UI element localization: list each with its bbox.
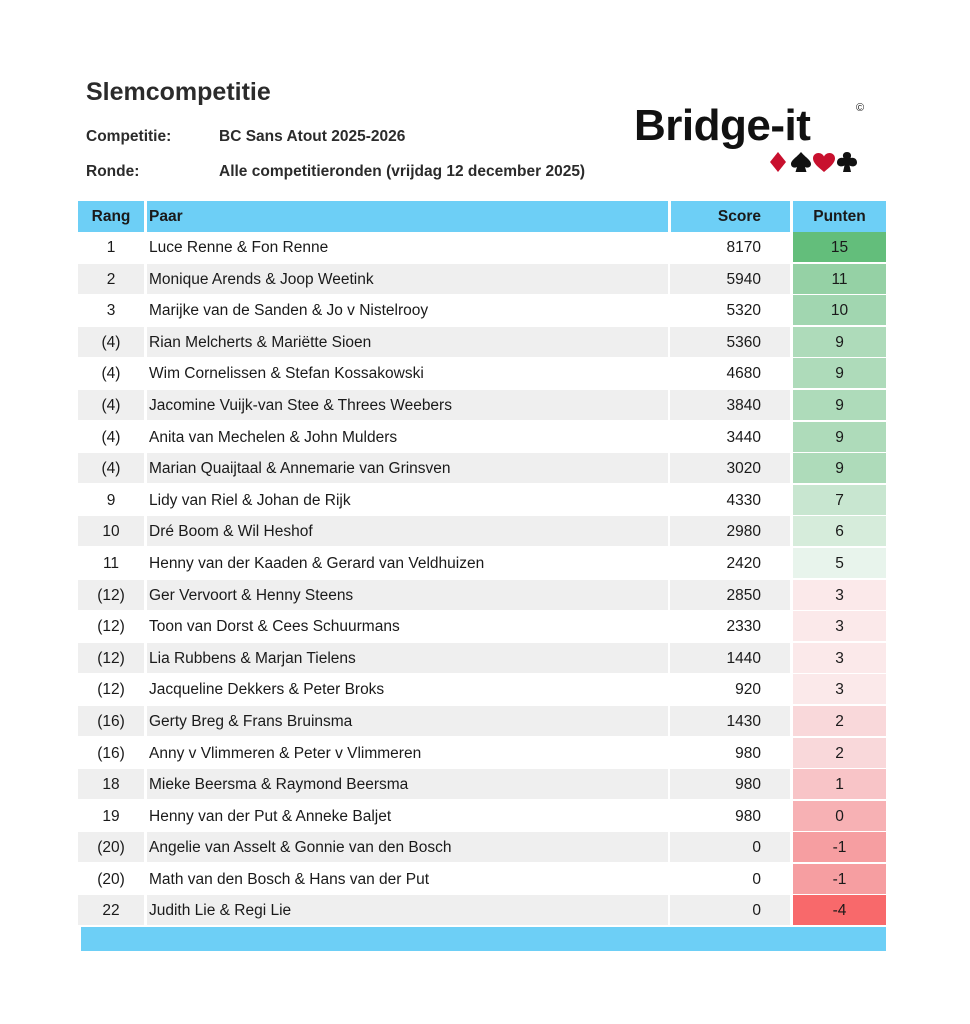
rank-cell: 3	[106, 302, 116, 320]
pair-cell: Lia Rubbens & Marjan Tielens	[149, 649, 356, 667]
table-body	[78, 232, 886, 927]
pair-cell: Wim Cornelissen & Stefan Kossakowski	[149, 365, 424, 383]
rank-cell: (20)	[97, 839, 125, 857]
score-cell: 3840	[726, 396, 761, 414]
column-points: Punten	[813, 208, 866, 225]
table-header	[78, 201, 886, 232]
points-cell: 9	[835, 396, 844, 414]
table-row	[78, 264, 886, 296]
rank-cell: 18	[102, 776, 120, 794]
table-row	[78, 895, 886, 927]
score-cell: 0	[752, 902, 761, 920]
table-row	[78, 643, 886, 675]
table-row	[78, 516, 886, 548]
club-icon	[837, 152, 857, 172]
bridge-it-logo	[634, 100, 866, 178]
card-suits-icon	[768, 150, 860, 174]
points-cell: 2	[835, 712, 844, 730]
points-cell: 9	[835, 365, 844, 383]
score-cell: 3440	[726, 428, 761, 446]
pair-cell: Judith Lie & Regi Lie	[149, 902, 292, 920]
score-cell: 2980	[726, 523, 761, 541]
table-row	[78, 611, 886, 643]
column-score: Score	[717, 208, 761, 225]
rank-cell: 22	[102, 902, 120, 920]
score-cell: 980	[735, 807, 761, 825]
table-row	[78, 738, 886, 770]
table-row	[78, 801, 886, 833]
points-cell: 1	[835, 776, 844, 794]
points-cell: 3	[835, 681, 844, 699]
rank-cell: (12)	[97, 586, 125, 604]
page-title: Slemcompetitie	[86, 78, 271, 106]
points-cell: 5	[835, 554, 844, 572]
pair-cell: Dré Boom & Wil Heshof	[149, 523, 313, 541]
points-cell: 9	[835, 460, 844, 478]
rank-cell: (16)	[97, 744, 125, 762]
table-row	[78, 864, 886, 896]
pair-cell: Jacqueline Dekkers & Peter Broks	[149, 681, 385, 699]
table-row	[78, 422, 886, 454]
points-cell: 9	[835, 333, 844, 351]
pair-cell: Mieke Beersma & Raymond Beersma	[149, 776, 409, 794]
rank-cell: 10	[102, 523, 120, 541]
pair-cell: Toon van Dorst & Cees Schuurmans	[149, 618, 400, 636]
points-cell: 7	[835, 491, 844, 509]
competitie-label: Competitie:	[86, 128, 172, 145]
score-cell: 3020	[726, 460, 761, 478]
score-cell: 1430	[726, 712, 761, 730]
table-row	[78, 769, 886, 801]
rank-cell: (4)	[101, 428, 121, 446]
points-cell: -4	[832, 902, 847, 920]
rank-cell: (12)	[97, 618, 125, 636]
rank-cell: (4)	[101, 333, 121, 351]
points-cell: -1	[832, 870, 847, 888]
score-cell: 4680	[726, 365, 761, 383]
rank-cell: (4)	[101, 396, 121, 414]
pair-cell: Math van den Bosch & Hans van der Put	[149, 870, 430, 888]
pair-cell: Monique Arends & Joop Weetink	[149, 270, 374, 288]
pair-cell: Lidy van Riel & Johan de Rijk	[149, 491, 351, 509]
table-row	[78, 548, 886, 580]
diamond-icon	[770, 152, 786, 172]
points-cell: 3	[835, 618, 844, 636]
rank-cell: 2	[106, 270, 116, 288]
score-cell: 5320	[726, 302, 761, 320]
points-cell: -1	[832, 839, 847, 857]
pair-cell: Gerty Breg & Frans Bruinsma	[149, 712, 353, 730]
table-row	[78, 232, 886, 264]
table-row	[78, 327, 886, 359]
score-cell: 980	[735, 744, 761, 762]
points-cell: 15	[830, 239, 849, 256]
table-row	[78, 832, 886, 864]
table-row	[78, 295, 886, 327]
table-footer-bar	[81, 927, 886, 951]
pair-cell: Anny v Vlimmeren & Peter v Vlimmeren	[149, 744, 422, 762]
pair-cell: Henny van der Put & Anneke Baljet	[149, 807, 392, 825]
score-cell: 920	[735, 681, 761, 699]
table-row	[78, 580, 886, 612]
spade-icon	[791, 152, 811, 172]
points-cell: 9	[835, 428, 844, 446]
rank-cell: 9	[106, 491, 116, 509]
copyright-mark: ©	[856, 102, 865, 114]
competitie-value: BC Sans Atout 2025-2026	[219, 128, 406, 145]
rank-cell: (12)	[97, 681, 125, 699]
score-cell: 4330	[726, 491, 761, 509]
table-row	[78, 706, 886, 738]
pair-cell: Anita van Mechelen & John Mulders	[149, 428, 398, 446]
table-row	[78, 453, 886, 485]
score-cell: 2420	[726, 554, 761, 572]
pair-cell: Luce Renne & Fon Renne	[149, 239, 329, 256]
points-cell: 3	[835, 649, 844, 667]
score-cell: 8170	[726, 239, 761, 256]
rank-cell: (20)	[97, 870, 125, 888]
ronde-label: Ronde:	[86, 163, 140, 180]
rank-cell: 19	[102, 807, 120, 825]
score-cell: 0	[752, 870, 761, 888]
points-cell: 3	[835, 586, 844, 604]
rank-cell: 1	[106, 239, 116, 256]
points-cell: 0	[835, 807, 844, 825]
rank-cell: 11	[102, 554, 120, 572]
rank-cell: (4)	[101, 460, 121, 478]
score-cell: 5940	[726, 270, 761, 288]
pair-cell: Rian Melcherts & Mariëtte Sioen	[149, 333, 372, 351]
pair-cell: Henny van der Kaaden & Gerard van Veldhuizen	[149, 554, 485, 572]
pair-cell: Marian Quaijtaal & Annemarie van Grinsven	[149, 460, 451, 478]
score-cell: 0	[752, 839, 761, 857]
table-row	[78, 358, 886, 390]
points-cell: 2	[835, 744, 844, 762]
pair-cell: Ger Vervoort & Henny Steens	[149, 586, 354, 604]
standings-table	[78, 201, 886, 927]
rank-cell: (16)	[97, 712, 125, 730]
rank-cell: (12)	[97, 649, 125, 667]
points-cell: 6	[835, 523, 844, 541]
logo-text: Bridge-it	[634, 101, 811, 150]
score-cell: 1440	[726, 649, 761, 667]
score-cell: 980	[735, 776, 761, 794]
pair-cell: Marijke van de Sanden & Jo v Nistelrooy	[149, 302, 429, 320]
score-cell: 2850	[726, 586, 761, 604]
pair-cell: Angelie van Asselt & Gonnie van den Bosch	[149, 839, 452, 857]
table-row	[78, 674, 886, 706]
heart-icon	[813, 153, 835, 172]
pair-cell: Jacomine Vuijk-van Stee & Threes Weebers	[149, 396, 452, 414]
score-cell: 2330	[726, 618, 761, 636]
score-cell: 5360	[726, 333, 761, 351]
points-cell: 10	[830, 302, 849, 320]
rank-cell: (4)	[101, 365, 121, 383]
column-rank: Rang	[91, 208, 131, 225]
ronde-value: Alle competitieronden (vrijdag 12 december 2025)	[219, 163, 586, 180]
column-pair: Paar	[149, 208, 183, 225]
points-cell: 11	[831, 270, 848, 288]
table-row	[78, 485, 886, 517]
table-row	[78, 390, 886, 422]
